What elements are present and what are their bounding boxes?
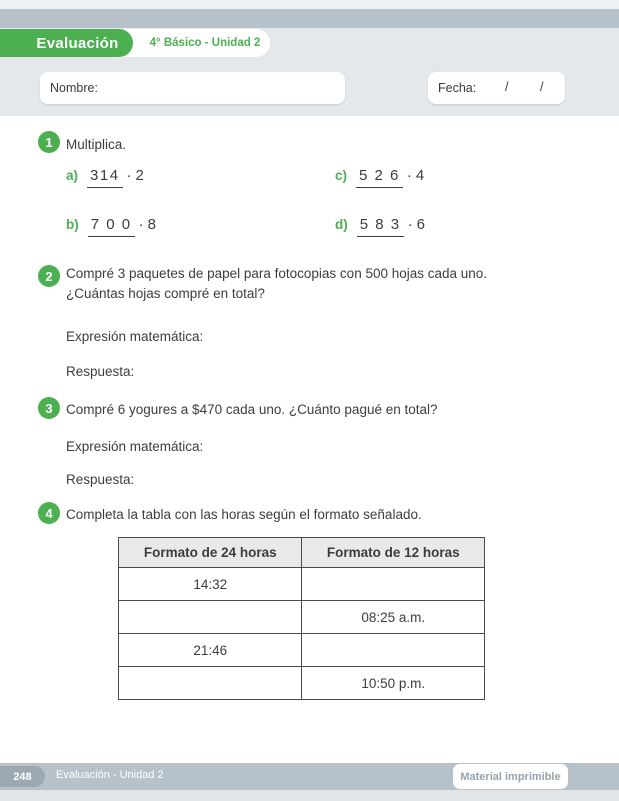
item-a-operand: 314 [87, 167, 123, 188]
exercise-3-answer-label: Respuesta: [66, 472, 135, 487]
table-header-row [119, 538, 485, 568]
multiplication-item-a [66, 167, 144, 184]
printable-material-tab [453, 764, 568, 789]
table-header-24h: Formato de 24 horas [119, 538, 302, 568]
item-a-label: a) [66, 168, 79, 183]
date-slash: / [505, 80, 509, 94]
table-cell-12h: 10:50 p.m. [302, 667, 485, 700]
item-c-operand: 5 2 6 [356, 167, 403, 188]
top-band [0, 9, 619, 28]
hours-table [118, 537, 485, 700]
item-d-operand: 5 8 3 [357, 216, 404, 237]
exercise-4-prompt: Completa la tabla con las horas según el formato señalado. [66, 507, 422, 522]
exercise-2-prompt-line1: Compré 3 paquetes de papel para fotocopias con 500 hojas cada uno. [66, 266, 488, 281]
multiplication-item-c [335, 167, 424, 184]
evaluation-badge [0, 29, 133, 57]
exercise-2-prompt-line2: ¿Cuántas hojas compré en total? [66, 286, 265, 301]
multiplication-item-d [335, 216, 425, 233]
multiply-dot: · [138, 216, 144, 233]
item-b-label: b) [66, 217, 79, 232]
multiply-dot: · [406, 167, 412, 184]
exercise-4-number-badge [38, 502, 60, 524]
subtitle-text: 4° Básico - Unidad 2 [149, 37, 261, 49]
exercise-1-number-badge [38, 131, 60, 153]
table-cell-24h [119, 601, 302, 634]
multiplication-item-b [66, 216, 156, 233]
evaluation-badge-text: Evaluación [36, 34, 119, 52]
exercise-4-number: 4 [45, 505, 53, 521]
table-cell-12h: 08:25 a.m. [302, 601, 485, 634]
exercise-3-expression-label: Expresión matemática: [66, 439, 204, 454]
page-number-badge [0, 766, 45, 787]
page-number: 248 [13, 770, 32, 783]
multiply-dot: · [407, 216, 413, 233]
name-label: Nombre: [50, 81, 98, 95]
exercise-2-prompt [66, 264, 586, 304]
exercise-2-expression-label: Expresión matemática: [66, 329, 204, 344]
table-row [119, 568, 485, 601]
name-field [40, 72, 345, 104]
item-c-label: c) [335, 168, 348, 183]
table-header-12h: Formato de 12 horas [302, 538, 485, 568]
table-row [119, 667, 485, 700]
item-b-multiplier: 8 [147, 216, 156, 233]
table-row [119, 634, 485, 667]
exercise-3-number: 3 [45, 400, 53, 416]
exercise-2-number: 2 [45, 268, 53, 284]
printable-material-label: Material imprimible [460, 770, 561, 783]
table-cell-24h: 14:32 [119, 568, 302, 601]
date-label: Fecha: [438, 81, 477, 95]
exercise-2-number-badge [38, 265, 60, 287]
item-a-multiplier: 2 [135, 167, 144, 184]
date-field [428, 72, 565, 104]
exercise-1-prompt: Multiplica. [66, 137, 127, 152]
bottom-strip [0, 790, 619, 801]
item-c-multiplier: 4 [415, 167, 425, 184]
table-cell-24h: 21:46 [119, 634, 302, 667]
exercise-3-prompt: Compré 6 yogures a $470 cada uno. ¿Cuánto pagué en total? [66, 402, 438, 417]
item-d-multiplier: 6 [416, 216, 425, 233]
item-d-label: d) [335, 217, 348, 232]
exercise-3-number-badge [38, 397, 60, 419]
footer-label: Evaluación - Unidad 2 [56, 769, 164, 781]
exercise-1-number: 1 [45, 134, 53, 150]
table-cell-12h [302, 568, 485, 601]
multiply-dot: · [126, 167, 132, 184]
date-slash: / [540, 80, 544, 94]
exercise-2-answer-label: Respuesta: [66, 364, 135, 379]
table-row [119, 601, 485, 634]
item-b-operand: 7 0 0 [88, 216, 135, 237]
table-cell-12h [302, 634, 485, 667]
table-cell-24h [119, 667, 302, 700]
top-strip [0, 0, 619, 9]
